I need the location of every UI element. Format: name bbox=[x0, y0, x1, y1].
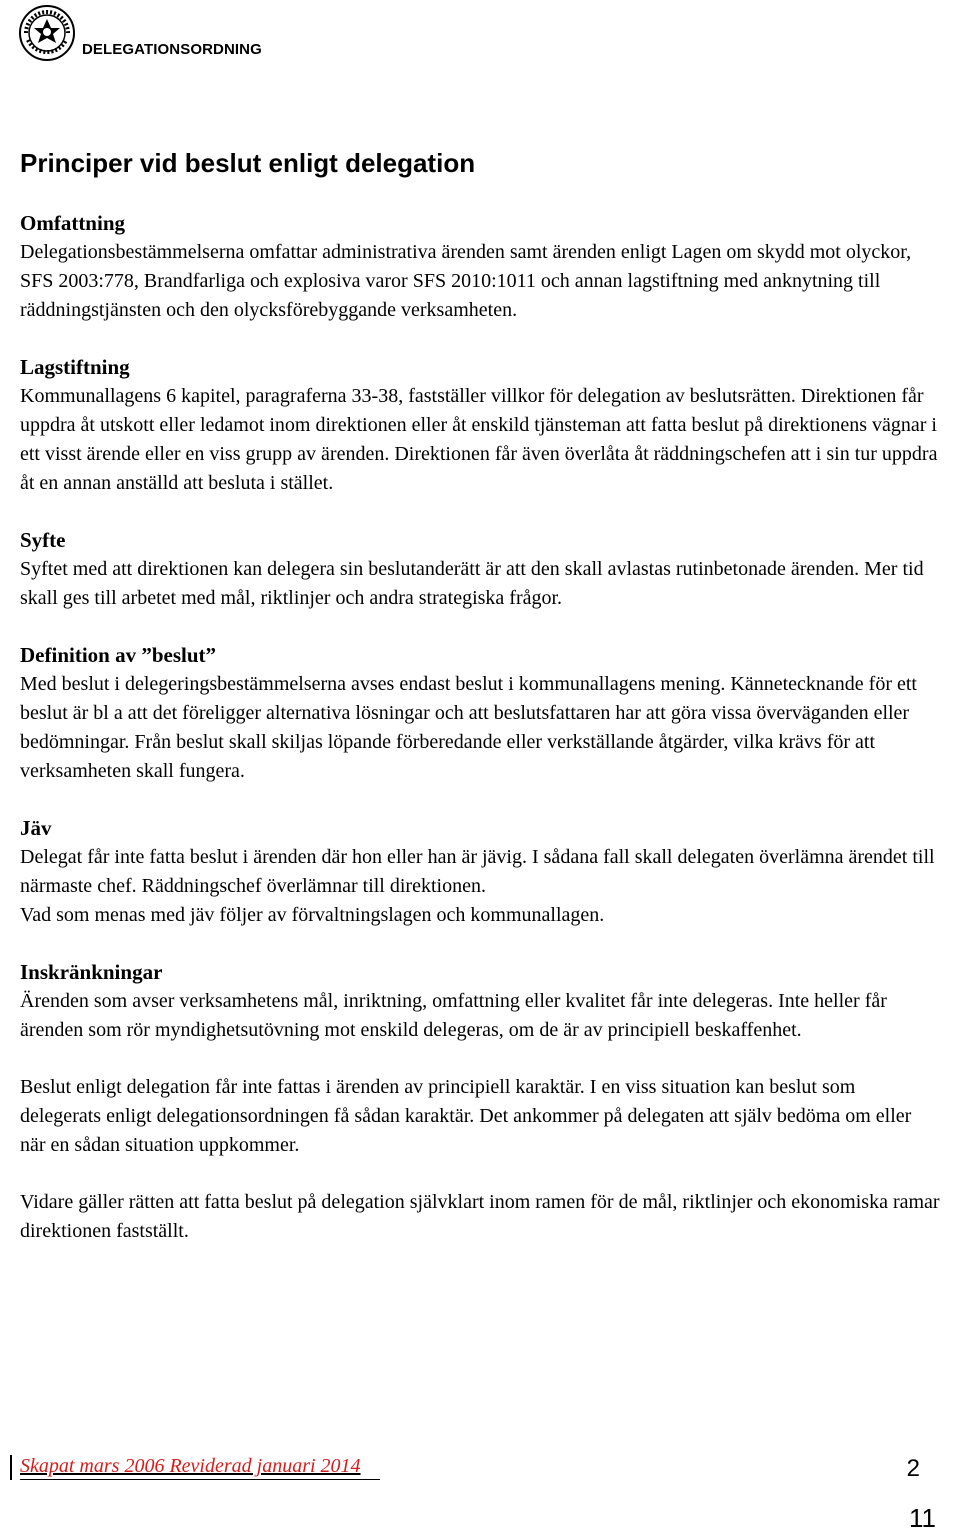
section-heading: Jäv bbox=[20, 816, 52, 840]
document-body bbox=[20, 209, 940, 1274]
section-heading: Definition av ”beslut” bbox=[20, 643, 217, 667]
page-number-section: 2 bbox=[906, 1455, 920, 1482]
section bbox=[20, 1188, 940, 1246]
section-paragraph: Delegat får inte fatta beslut i ärenden där hon eller han är jävig. I sådana fall skall delegaten överlämna ärendet till närmaste chef. Räddningschef överlämnar till direktionen. bbox=[20, 846, 935, 897]
page-title: Principer vid beslut enligt delegation bbox=[20, 148, 476, 178]
section bbox=[20, 814, 940, 930]
section-heading: Syfte bbox=[20, 528, 66, 552]
section bbox=[20, 958, 940, 1045]
section-paragraph: Delegationsbestämmelserna omfattar administrativa ärenden samt ärenden enligt Lagen om skydd mot olyckor, SFS 2003:778, Brandfarliga och explosiva varor SFS 2010:1011 och annan lagstiftning med anknytning till räddningstjänsten och den olycksförebyggande verksamheten. bbox=[20, 241, 912, 321]
section bbox=[20, 641, 940, 786]
document-header-title: DELEGATIONSORDNING bbox=[82, 41, 262, 58]
section-heading: Inskränkningar bbox=[20, 960, 163, 984]
section-paragraph: Vad som menas med jäv följer av förvaltningslagen och kommunallagen. bbox=[20, 904, 605, 926]
section-paragraph: Kommunallagens 6 kapitel, paragraferna 33-38, fastställer villkor för delegation av beslutsrätten. Direktionen får uppdra åt utskott eller ledamot inom direktionen eller åt enskild tjänsteman att fatta beslut på direktionens vägnar i ett visst ärende eller en viss grupp av ärenden. Direktionen får även överlåta åt räddningschefen att i sin tur uppdra åt en annan anställd att besluta i stället. bbox=[20, 385, 938, 494]
section-paragraph: Ärenden som avser verksamhetens mål, inriktning, omfattning eller kvalitet får inte delegeras. Inte heller får ärenden som rör myndighetsutövning mot enskild delegeras, om de är av principiell beskaffenhet. bbox=[20, 990, 887, 1041]
fire-department-emblem-icon bbox=[18, 4, 76, 62]
section bbox=[20, 353, 940, 498]
section-paragraph: Med beslut i delegeringsbestämmelserna avses endast beslut i kommunallagens mening. Kännetecknande för ett beslut är bl a att det föreligger alternativa lösningar och att beslutsfattaren har att göra vissa överväganden eller bedömningar. Från beslut skall skiljas löpande förberedande eller verkställande åtgärder, vilka krävs för att verksamheten skall fungera. bbox=[20, 673, 917, 782]
section-paragraph: Beslut enligt delegation får inte fattas i ärenden av principiell karaktär. I en viss situation kan beslut som delegerats enligt delegationsordningen få sådan karaktär. Det ankommer på delegaten att själv bedöma om eller när en sådan situation uppkommer. bbox=[20, 1076, 912, 1156]
section-heading: Lagstiftning bbox=[20, 355, 130, 379]
section bbox=[20, 209, 940, 325]
section-paragraph: Syftet med att direktionen kan delegera sin beslutanderätt är att den skall avlastas rutinbetonade ärenden. Mer tid skall ges till arbetet med mål, riktlinjer och andra strategiska frågor. bbox=[20, 558, 924, 609]
section-heading: Omfattning bbox=[20, 211, 125, 235]
footer-margin-rule bbox=[10, 1455, 12, 1480]
footer-divider bbox=[20, 1479, 380, 1480]
page-number-document: 11 bbox=[909, 1503, 936, 1533]
section-paragraph: Vidare gäller rätten att fatta beslut på delegation självklart inom ramen för de mål, riktlinjer och ekonomiska ramar direktionen fastställt. bbox=[20, 1191, 940, 1242]
section bbox=[20, 1073, 940, 1160]
section bbox=[20, 526, 940, 613]
footer-revision-note: Skapat mars 2006 Reviderad januari 2014 bbox=[20, 1455, 361, 1477]
